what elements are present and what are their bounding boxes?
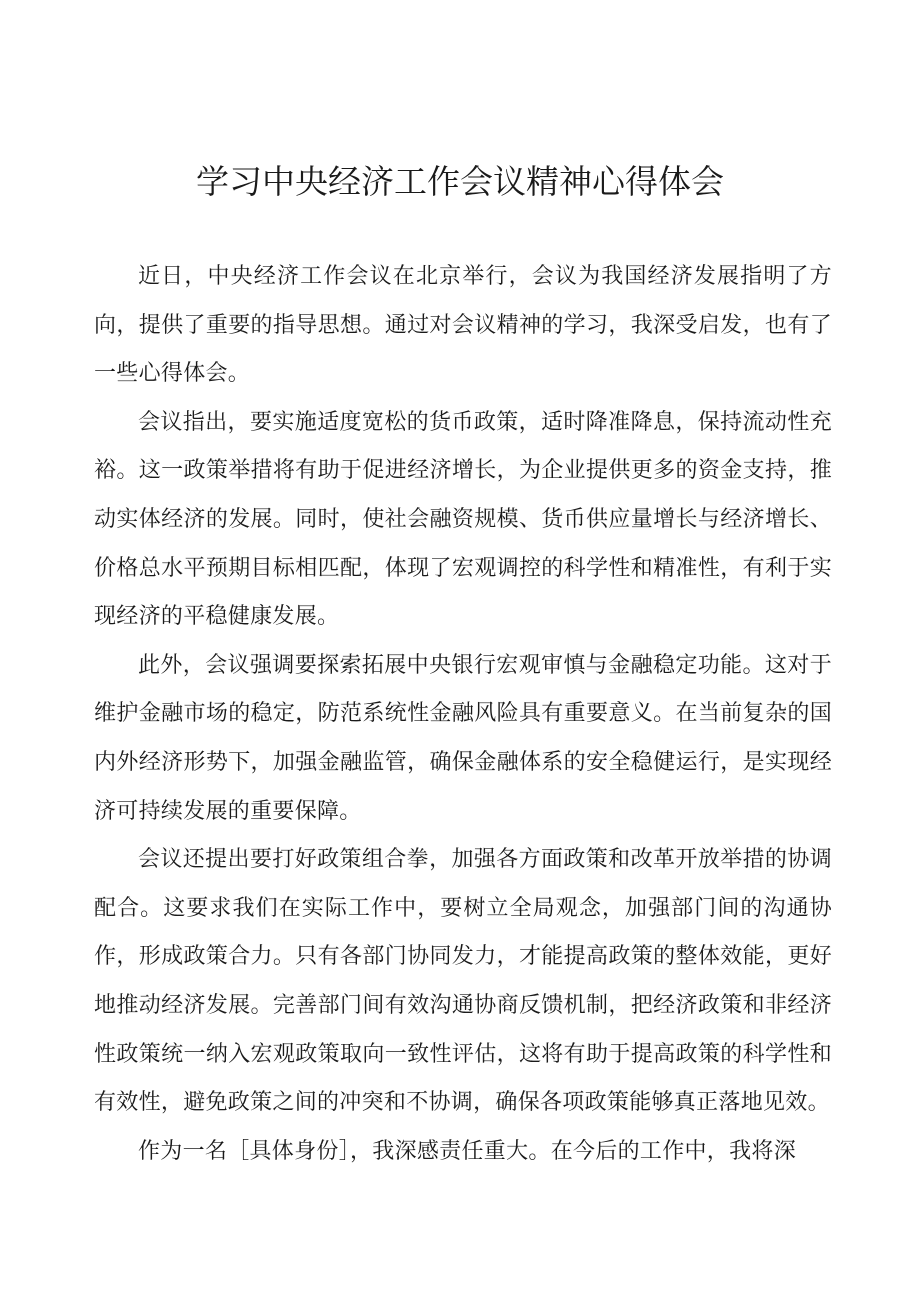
paragraph-4: 会议还提出要打好政策组合拳，加强各方面政策和改革开放举措的协调配合。这要求我们在实际工作中，要树立全局观念，加强部门间的沟通协作，形成政策合力。只有各部门协同发力，才能提高政策的整体效能，更好地推动经济发展。完善部门间有效沟通协商反馈机制，把经济政策和非经济性政策统一纳入宏观政策取向一致性评估，这将有助于提高政策的科学性和有效性，避免政策之间的冲突和不协调，确保各项政策能够真正落地见效。 — [94, 847, 832, 1116]
paragraph-3: 此外，会议强调要探索拓展中央银行宏观审慎与金融稳定功能。这对于维护金融市场的稳定，防范系统性金融风险具有重要意义。在当前复杂的国内外经济形势下，加强金融监管，确保金融体系的安全稳健运行，是实现经济可持续发展的重要保障。 — [94, 652, 832, 824]
paragraph-5: 作为一名［具体身份］，我深感责任重大。在今后的工作中，我将深 — [138, 1138, 797, 1164]
paragraph-2: 会议指出，要实施适度宽松的货币政策，适时降准降息，保持流动性充裕。这一政策举措将有助于促进经济增长，为企业提供更多的资金支持，推动实体经济的发展。同时，使社会融资规模、货币供应量增长与经济增长、价格总水平预期目标相匹配，体现了宏观调控的科学性和精准性，有利于实现经济的平稳健康发展。 — [94, 409, 832, 630]
document-body — [94, 253, 832, 1176]
document-title: 学习中央经济工作会议精神心得体会 — [196, 162, 724, 201]
paragraph-1: 近日，中央经济工作会议在北京举行，会议为我国经济发展指明了方向，提供了重要的指导思想。通过对会议精神的学习，我深受启发，也有了一些心得体会。 — [94, 264, 832, 387]
